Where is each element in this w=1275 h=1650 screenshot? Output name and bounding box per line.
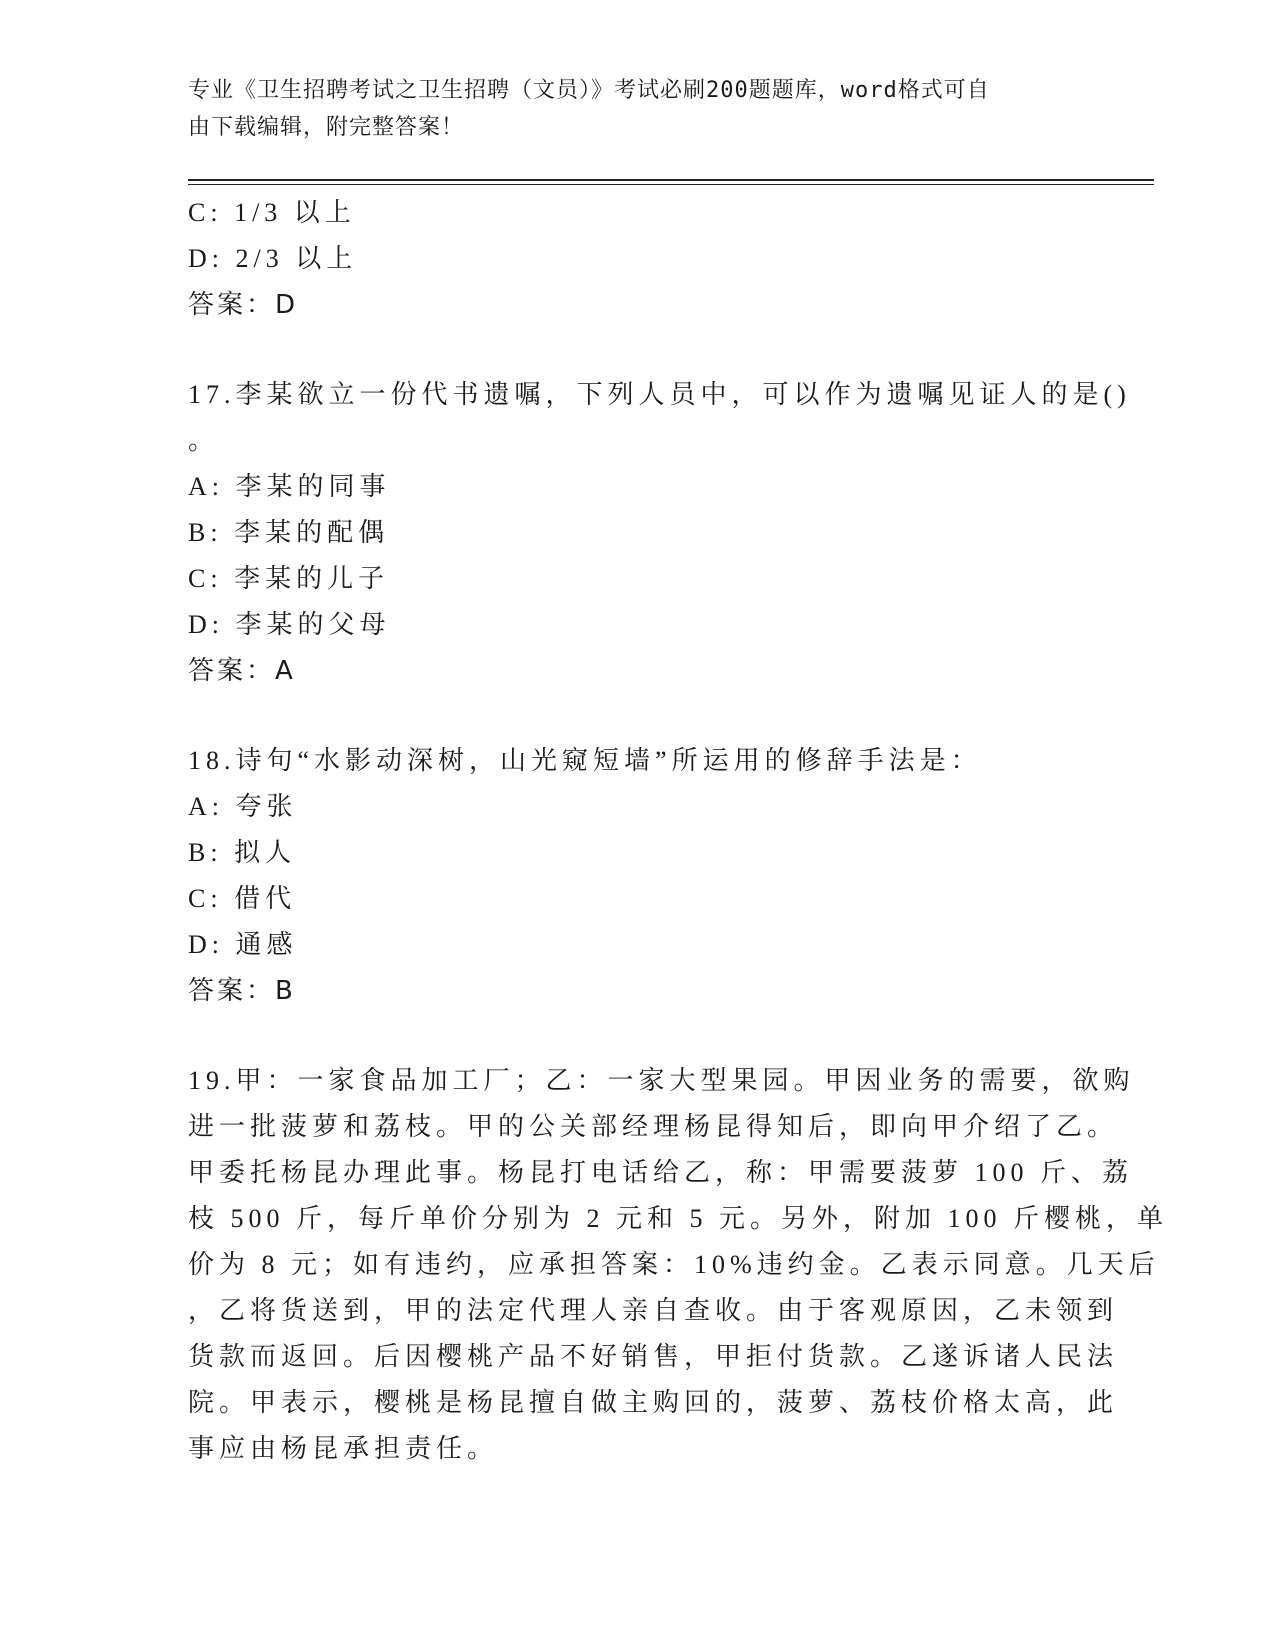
question-text-line: ，乙将货送到，甲的法定代理人亲自查收。由于客观原因，乙未领到 <box>188 1296 1119 1325</box>
option-d: D: 李某的父母 <box>188 610 391 639</box>
question-text-line: 19.甲：一家食品加工厂；乙：一家大型果园。甲因业务的需要，欲购 <box>188 1066 1135 1095</box>
question-18 <box>188 738 1088 1014</box>
option-c: C: 1/3 以上 <box>188 198 356 227</box>
question-text-line: 院。甲表示，樱桃是杨昆擅自做主购回的，菠萝、荔枝价格太高，此 <box>188 1388 1119 1417</box>
question-19 <box>188 1058 1169 1472</box>
question-text-line: 货款而返回。后因樱桃产品不好销售，甲拒付货款。乙遂诉诸人民法 <box>188 1342 1119 1371</box>
header-line-2: 由下载编辑，附完整答案！ <box>188 115 465 140</box>
question-text-line: 价为 8 元；如有违约，应承担答案：10%违约金。乙表示同意。几天后 <box>188 1250 1160 1279</box>
option-d: D: 通感 <box>188 930 298 959</box>
option-a: A: 李某的同事 <box>188 472 391 501</box>
question-text-line: 甲委托杨昆办理此事。杨昆打电话给乙，称：甲需要菠萝 100 斤、荔 <box>188 1158 1134 1187</box>
document-header <box>188 72 1068 146</box>
question-stem: 17.李某欲立一份代书遗嘱，下列人员中，可以作为遗嘱见证人的是() <box>188 380 1131 409</box>
spacer <box>188 328 1088 372</box>
question-text-line: 事应由杨昆承担责任。 <box>188 1434 499 1463</box>
option-d: D: 2/3 以上 <box>188 244 358 273</box>
spacer <box>188 694 1088 738</box>
option-a: A: 夸张 <box>188 792 298 821</box>
answer-line: 答案：B <box>188 976 296 1006</box>
document-body <box>188 190 1169 1472</box>
spacer <box>188 1014 1088 1058</box>
prev-question-block <box>188 190 1088 328</box>
question-text-line: 进一批菠萝和荔枝。甲的公关部经理杨昆得知后，即向甲介绍了乙。 <box>188 1112 1119 1141</box>
answer-line: 答案：D <box>188 290 299 320</box>
question-stem: 18.诗句“水影动深树，山光窥短墙”所运用的修辞手法是： <box>188 746 982 775</box>
option-c: C: 借代 <box>188 884 297 913</box>
header-line-1: 专业《卫生招聘考试之卫生招聘（文员）》考试必刷200题题库，word格式可自 <box>188 78 990 103</box>
answer-line: 答案：A <box>188 656 296 686</box>
question-stem-continued: 。 <box>188 426 220 455</box>
option-b: B: 拟人 <box>188 838 297 867</box>
header-divider-thick <box>188 179 1154 181</box>
option-b: B: 李某的配偶 <box>188 518 390 547</box>
option-c: C: 李某的儿子 <box>188 564 390 593</box>
header-divider-thin <box>188 184 1154 185</box>
question-text-line: 枝 500 斤，每斤单价分别为 2 元和 5 元。另外，附加 100 斤樱桃，单 <box>188 1204 1169 1233</box>
question-17 <box>188 372 1131 694</box>
